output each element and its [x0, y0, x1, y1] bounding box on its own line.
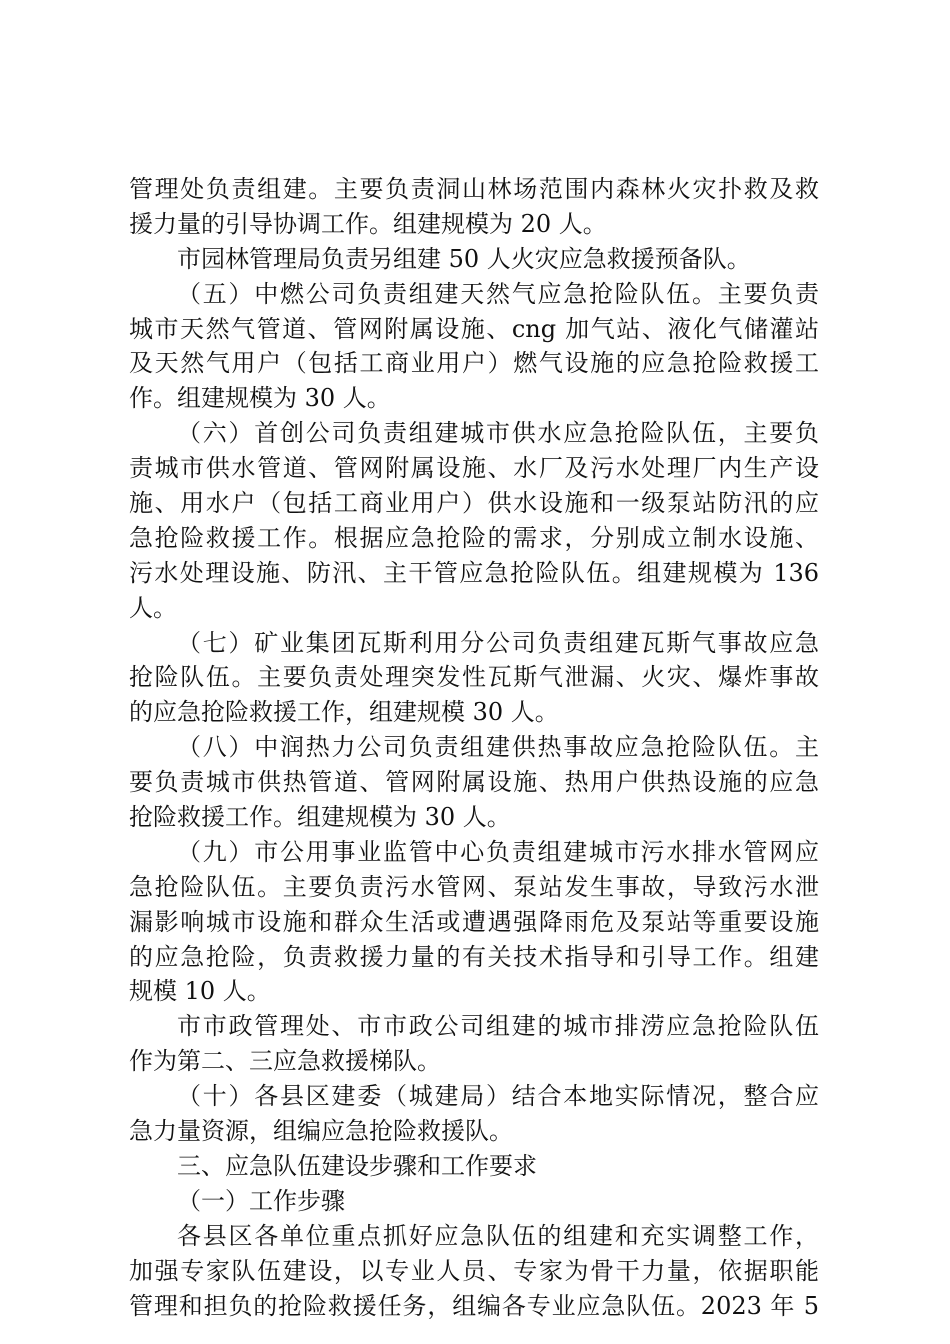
- paragraph-start: （八）中润热力公司负责组建供热事故应急抢险队伍。主: [177, 733, 819, 762]
- text-line: 规模 10 人。: [129, 977, 271, 1006]
- text-line: 污水处理设施、防汛、主干管应急抢险队伍。组建规模为 136: [129, 558, 819, 587]
- paragraph-start: （十）各县区建委（城建局）结合本地实际情况，整合应: [177, 1082, 819, 1111]
- text-line: 作为第二、三应急救援梯队。: [129, 1047, 441, 1076]
- text-line: 要负责城市供热管道、管网附属设施、热用户供热设施的应急: [129, 768, 819, 797]
- text-line: 援力量的引导协调工作。组建规模为 20 人。: [129, 209, 607, 238]
- paragraph-start: 市市政管理处、市市政公司组建的城市排涝应急抢险队伍: [177, 1012, 819, 1041]
- text-line: 抢险队伍。主要负责处理突发性瓦斯气泄漏、火灾、爆炸事故: [129, 663, 819, 692]
- text-line: 及天然气用户（包括工商业用户）燃气设施的应急抢险救援工: [129, 349, 819, 378]
- text-line: 急力量资源，组编应急抢险救援队。: [129, 1117, 513, 1146]
- text-line: 的应急抢险，负责救援力量的有关技术指导和引导工作。组建: [129, 942, 819, 971]
- text-line: 漏影响城市设施和群众生活或遭遇强降雨危及泵站等重要设施: [129, 907, 819, 936]
- paragraph-start: 市园林管理局负责另组建 50 人火灾应急救援预备队。: [177, 244, 751, 273]
- paragraph-start: （九）市公用事业监管中心负责组建城市污水排水管网应: [177, 837, 819, 866]
- subsection-heading: （一）工作步骤: [177, 1186, 345, 1215]
- text-line: 急抢险队伍。主要负责污水管网、泵站发生事故，导致污水泄: [129, 872, 819, 901]
- paragraph-start: （七）矿业集团瓦斯利用分公司负责组建瓦斯气事故应急: [177, 628, 819, 657]
- paragraph-start: （五）中燃公司负责组建天然气应急抢险队伍。主要负责: [177, 279, 819, 308]
- text-line: 加强专家队伍建设，以专业人员、专家为骨干力量，依据职能: [129, 1256, 819, 1285]
- text-line: 责城市供水管道、管网附属设施、水厂及污水处理厂内生产设: [129, 454, 819, 483]
- text-line: 城市天然气管道、管网附属设施、cng 加气站、液化气储灌站: [129, 314, 819, 343]
- text-line: 作。组建规模为 30 人。: [129, 384, 391, 413]
- text-line: 人。: [129, 593, 177, 622]
- paragraph-start: 各县区各单位重点抓好应急队伍的组建和充实调整工作，: [177, 1221, 819, 1250]
- text-line: 的应急抢险救援工作，组建规模 30 人。: [129, 698, 559, 727]
- paragraph-start: （六）首创公司负责组建城市供水应急抢险队伍，主要负: [177, 419, 819, 448]
- text-line: 急抢险救援工作。根据应急抢险的需求，分别成立制水设施、: [129, 523, 819, 552]
- text-line: 抢险救援工作。组建规模为 30 人。: [129, 803, 511, 832]
- text-line: 管理和担负的抢险救援任务，组编各专业应急队伍。2023 年 5: [129, 1291, 819, 1320]
- document-body: [129, 172, 819, 1323]
- text-line: 施、用水户（包括工商业用户）供水设施和一级泵站防汛的应: [129, 489, 819, 518]
- text-line: 管理处负责组建。主要负责洞山林场范围内森林火灾扑救及救: [129, 175, 819, 203]
- section-heading: 三、应急队伍建设步骤和工作要求: [177, 1151, 537, 1180]
